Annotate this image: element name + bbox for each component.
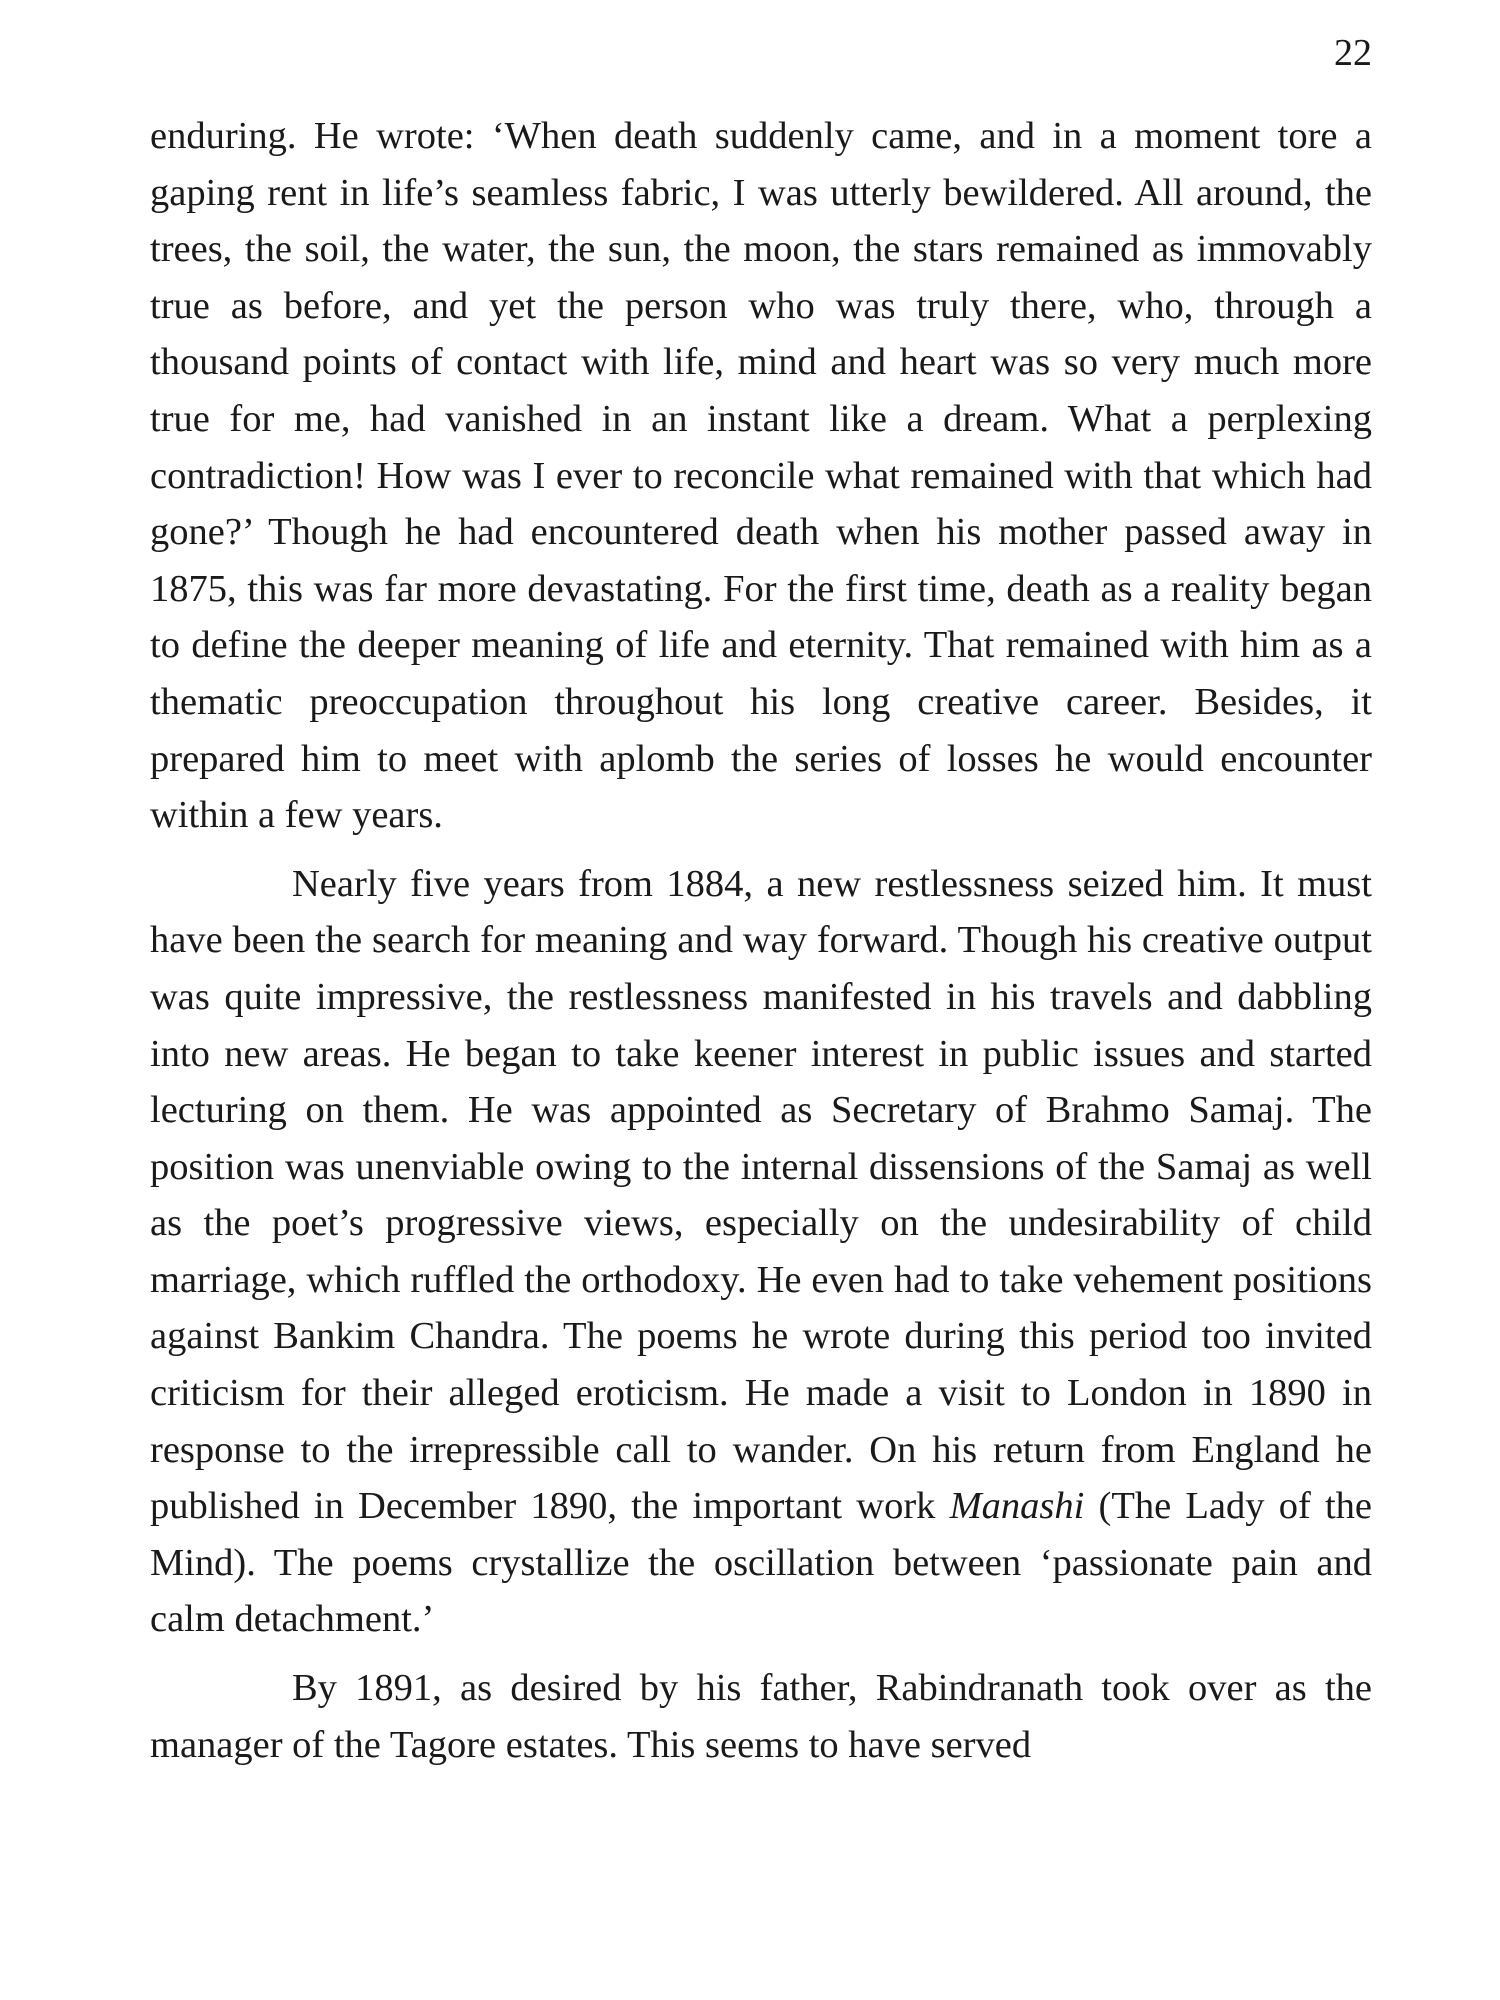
paragraph-2-text: Nearly five years from 1884, a new restlessness seized him. It must have been the search for meaning and way forward. Though his creative output was quite impressive, the restlessness manifested in his travels and dabbling into new areas. He began to take keener interest in public issues and started lecturing on them. He was appointed as Secretary of Brahmo Samaj. The position was unenviable owing to the internal dissensions of the Samaj as well as the poet’s progressive views, especially on the undesirability of child marriage, which ruffled the orthodoxy. He even had to take vehement positions against Bankim Chandra. The poems he wrote during this period too invited criticism for their alleged eroticism. He made a visit to London in 1890 in response to the irrepressible call to wander. On his return from England he published in December 1890, the important work (150, 862, 1372, 1528)
page-number: 22 (1334, 32, 1372, 74)
body-text (150, 108, 1372, 1773)
book-title-manashi: Manashi (949, 1485, 1085, 1528)
paragraph-2 (150, 856, 1372, 1648)
paragraph-2-text-after: (The Lady of the Mind). The poems crystallize the oscillation between ‘passionate pain and calm detachment.’ (150, 1485, 1372, 1641)
paragraph-3: By 1891, as desired by his father, Rabindranath took over as the manager of the Tagore estates. This seems to have served (150, 1667, 1372, 1766)
paragraph-1: enduring. He wrote: ‘When death suddenly came, and in a moment tore a gaping rent in life’s seamless fabric, I was utterly bewildered. All around, the trees, the soil, the water, the sun, the moon, the stars remained as immovably true as before, and yet the person who was truly there, who, through a thousand points of contact with life, mind and heart was so very much more true for me, had vanished in an instant like a dream. What a perplexing contradiction! How was I ever to reconcile what remained with that which had gone?’ Though he had encountered death when his mother passed away in 1875, this was far more devastating. For the first time, death as a reality began to define the deeper meaning of life and eternity. That remained with him as a thematic preoccupation throughout his long creative career. Besides, it prepared him to meet with aplomb the series of losses he would encounter within a few years. (150, 115, 1372, 837)
